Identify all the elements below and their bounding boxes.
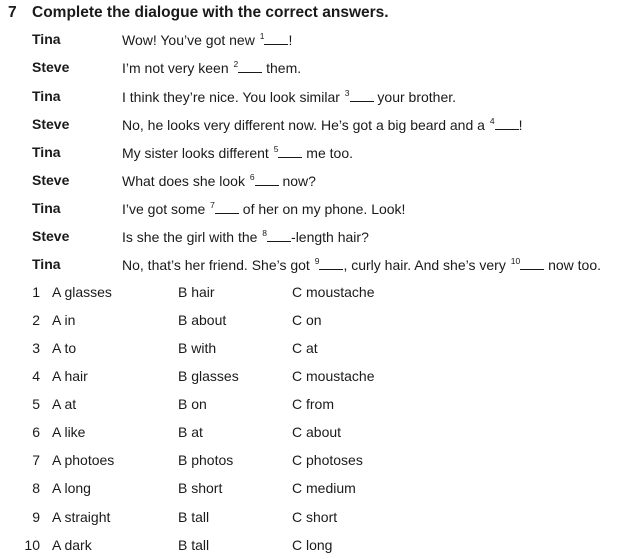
dialogue-text-segment: I think they’re nice. You look similar <box>122 89 344 105</box>
option-a[interactable]: A hair <box>52 368 88 384</box>
option-number: 7 <box>32 452 40 468</box>
exercise-number: 7 <box>8 4 17 21</box>
option-b[interactable]: B short <box>178 480 223 496</box>
option-b[interactable]: B about <box>178 312 227 328</box>
option-number: 10 <box>24 537 40 553</box>
dialogue-text-segment: I’m not very keen <box>122 60 233 76</box>
option-a[interactable]: A long <box>52 480 91 496</box>
speaker-name: Steve <box>32 228 70 244</box>
option-b[interactable]: B photos <box>178 452 234 468</box>
gap-number: 6 <box>249 172 255 182</box>
option-b[interactable]: B tall <box>178 509 210 525</box>
exercise-instruction: Complete the dialogue with the correct answers. <box>32 4 389 21</box>
dialogue-text-segment: now too. <box>544 257 602 273</box>
option-number: 9 <box>32 509 40 525</box>
option-b[interactable]: B at <box>178 424 203 440</box>
option-a[interactable]: A in <box>52 312 76 328</box>
speaker-name: Tina <box>32 144 61 160</box>
dialogue-text <box>122 116 522 133</box>
dialogue-text-segment: -length hair? <box>291 229 369 245</box>
dialogue-text-segment: I’ve got some <box>122 201 210 217</box>
answer-blank[interactable] <box>319 257 343 270</box>
dialogue-text-segment: ! <box>288 32 293 48</box>
gap-number: 10 <box>510 256 521 266</box>
option-number: 1 <box>32 284 40 300</box>
dialogue-text-segment: now? <box>278 173 316 189</box>
option-b[interactable]: B with <box>178 340 217 356</box>
option-c[interactable]: C from <box>292 396 334 412</box>
option-a[interactable]: A to <box>52 340 77 356</box>
option-a[interactable]: A photoes <box>52 452 115 468</box>
dialogue-text <box>122 144 353 161</box>
speaker-name: Tina <box>32 31 61 47</box>
dialogue-text <box>122 172 316 189</box>
dialogue-text <box>122 256 601 273</box>
answer-blank[interactable] <box>215 201 239 214</box>
dialogue-text-segment: , curly hair. And she’s very <box>343 257 510 273</box>
speaker-name: Steve <box>32 116 70 132</box>
dialogue-text <box>122 200 405 217</box>
option-a[interactable]: A at <box>52 396 77 412</box>
answer-blank[interactable] <box>350 89 374 102</box>
dialogue-text-segment: of her on my phone. Look! <box>238 201 406 217</box>
dialogue-text <box>122 228 369 245</box>
option-c[interactable]: C photoses <box>292 452 363 468</box>
speaker-name: Tina <box>32 200 61 216</box>
option-c[interactable]: C about <box>292 424 342 440</box>
option-c[interactable]: C at <box>292 340 318 356</box>
option-number: 2 <box>32 312 40 328</box>
speaker-name: Tina <box>32 256 61 272</box>
option-number: 3 <box>32 340 40 356</box>
gap-number: 1 <box>259 31 265 41</box>
dialogue-text-segment: Wow! You’ve got new <box>122 32 259 48</box>
option-c[interactable]: C moustache <box>292 284 375 300</box>
gap-number: 7 <box>210 200 215 210</box>
answer-blank[interactable] <box>267 229 291 242</box>
dialogue-text-segment: No, he looks very different now. He’s got a big beard and a <box>122 117 489 133</box>
gap-number: 2 <box>233 59 239 69</box>
speaker-name: Steve <box>32 172 70 188</box>
gap-number: 4 <box>489 116 495 126</box>
answer-blank[interactable] <box>495 117 519 130</box>
dialogue-text-segment: Is she the girl with the <box>122 229 262 245</box>
option-c[interactable]: C medium <box>292 480 356 496</box>
option-a[interactable]: A straight <box>52 509 111 525</box>
dialogue-text-segment: me too. <box>302 145 354 161</box>
option-number: 6 <box>32 424 40 440</box>
gap-number: 8 <box>262 228 268 238</box>
dialogue-text <box>122 59 301 76</box>
gap-number: 5 <box>273 144 279 154</box>
dialogue-text <box>122 88 456 105</box>
answer-blank[interactable] <box>278 145 302 158</box>
dialogue-text-segment: your brother. <box>373 89 457 105</box>
answer-blank[interactable] <box>238 60 262 73</box>
option-c[interactable]: C short <box>292 509 338 525</box>
option-a[interactable]: A like <box>52 424 86 440</box>
option-c[interactable]: C moustache <box>292 368 375 384</box>
answer-blank[interactable] <box>255 173 279 186</box>
option-b[interactable]: B hair <box>178 284 215 300</box>
dialogue-text-segment: What does she look <box>122 173 249 189</box>
option-b[interactable]: B on <box>178 396 207 412</box>
option-number: 8 <box>32 480 40 496</box>
dialogue-text-segment: ! <box>518 117 523 133</box>
option-number: 4 <box>32 368 40 384</box>
speaker-name: Tina <box>32 88 61 104</box>
option-b[interactable]: B tall <box>178 537 210 553</box>
option-c[interactable]: C on <box>292 312 322 328</box>
gap-number: 9 <box>314 256 320 266</box>
exercise-title <box>8 4 389 22</box>
dialogue-text-segment: No, that’s her friend. She’s got <box>122 257 314 273</box>
option-a[interactable]: A glasses <box>52 284 112 300</box>
answer-blank[interactable] <box>264 32 288 45</box>
dialogue-text <box>122 31 292 48</box>
gap-number: 3 <box>344 88 350 98</box>
option-number: 5 <box>32 396 40 412</box>
speaker-name: Steve <box>32 59 70 75</box>
answer-blank[interactable] <box>520 257 544 270</box>
option-b[interactable]: B glasses <box>178 368 239 384</box>
dialogue-text-segment: My sister looks different <box>122 145 273 161</box>
option-c[interactable]: C long <box>292 537 333 553</box>
option-a[interactable]: A dark <box>52 537 92 553</box>
dialogue-text-segment: them. <box>262 60 302 76</box>
